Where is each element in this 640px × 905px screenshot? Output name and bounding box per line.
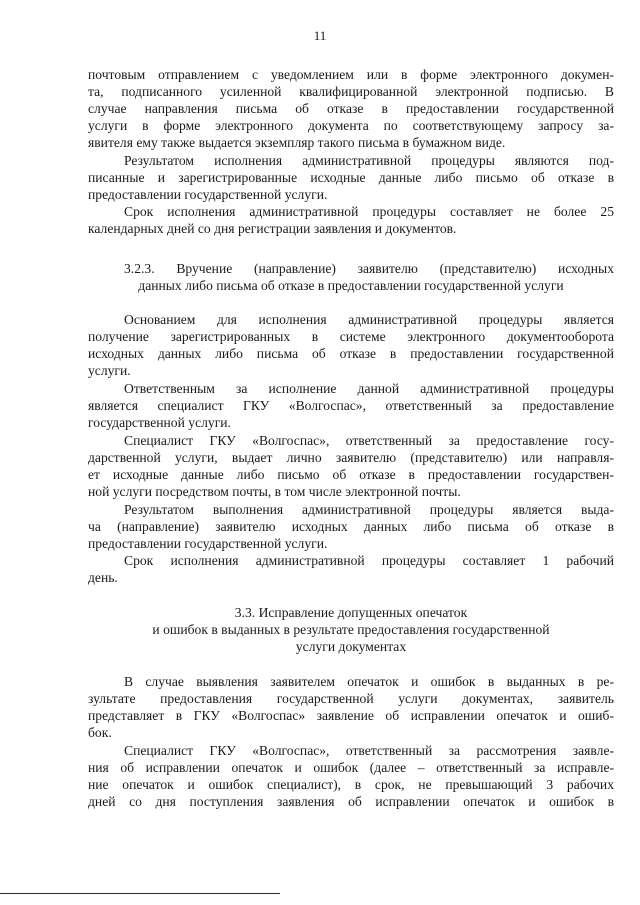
text-line: является специалист ГКУ «Волгоспас», ответственный за предоставление — [88, 398, 614, 413]
text-line: исходных данных либо письма об отказе в предоставлении государственной — [88, 346, 614, 361]
text-line: Результатом исполнения административной процедуры являются под- — [124, 153, 614, 168]
section-heading: и ошибок в выданных в результате предоставления государственной — [152, 622, 550, 637]
text-line: получение зарегистрированных в системе электронного документооборота — [88, 329, 614, 344]
text-line: Ответственным за исполнение данной административной процедуры — [124, 381, 614, 396]
text-line: ной услуги посредством почты, в том числе электронной почты. — [88, 484, 461, 499]
text-line: писанные и зарегистрированные исходные данные либо письмо об отказе в — [88, 170, 614, 185]
text-line: Срок исполнения административной процедуры составляет 1 рабочий — [124, 553, 614, 568]
text-line: Срок исполнения административной процедуры составляет не более 25 — [124, 204, 614, 219]
text-line: услуги. — [88, 363, 131, 378]
section-heading: 3.3. Исправление допущенных опечаток — [234, 605, 468, 620]
text-line: та, подписанного усиленной квалифицированной электронной подписью. В — [88, 84, 614, 99]
text-line: ет исходные данные либо письмо об отказе в предоставлении государствен- — [88, 467, 614, 482]
text-line: явителя ему также выдается экземпляр такого письма в бумажном виде. — [88, 135, 506, 150]
text-line: почтовым отправлением с уведомлением или в форме электронного докумен- — [88, 67, 614, 82]
text-line: предоставлении государственной услуги. — [88, 187, 328, 202]
text-line: дней со дня поступления заявления об исправлении опечаток и ошибок в — [88, 794, 614, 809]
page-number: 11 — [313, 28, 327, 43]
text-line: день. — [88, 570, 118, 585]
text-line: ние опечаток и ошибок специалист), в срок, не превышающий 3 рабочих — [88, 777, 614, 792]
text-line: Результатом выполнения административной процедуры является выда- — [124, 502, 614, 517]
text-line: Основанием для исполнения административной процедуры является — [124, 312, 614, 327]
text-line: Специалист ГКУ «Волгоспас», ответственный за рассмотрения заявле- — [124, 743, 614, 758]
section-heading: услуги документах — [295, 639, 407, 654]
text-line: предоставлении государственной услуги. — [88, 536, 328, 551]
text-line: календарных дней со дня регистрации заявления и документов. — [88, 221, 457, 236]
section-heading: 3.2.3. Вручение (направление) заявителю (представителю) исходных — [124, 261, 614, 276]
text-line: государственной услуги. — [88, 415, 231, 430]
text-line: услуги в форме электронного документа по соответствующему запросу за- — [88, 118, 614, 133]
text-line: Специалист ГКУ «Волгоспас», ответственный за предоставление госу- — [124, 433, 614, 448]
text-line: бок. — [88, 725, 112, 740]
text-line: представляет в ГКУ «Волгоспас» заявление об исправлении опечаток и ошиб- — [88, 708, 614, 723]
text-line: ча (направление) заявителю исходных данных либо письма об отказе в — [88, 519, 614, 534]
footer-rule — [0, 893, 280, 894]
text-line: зультате предоставления государственной услуги документах, заявитель — [88, 691, 614, 706]
text-line: случае направления письма об отказе в предоставлении государственной — [88, 101, 614, 116]
text-line: ния об исправлении опечаток и ошибок (далее – ответственный за исправле- — [88, 760, 614, 775]
section-heading: данных либо письма об отказе в предоставлении государственной услуги — [138, 278, 564, 293]
text-line: В случае выявления заявителем опечаток и ошибок в выданных в ре- — [124, 674, 614, 689]
text-line: дарственной услуги, выдает лично заявителю (представителю) или направля- — [88, 450, 614, 465]
